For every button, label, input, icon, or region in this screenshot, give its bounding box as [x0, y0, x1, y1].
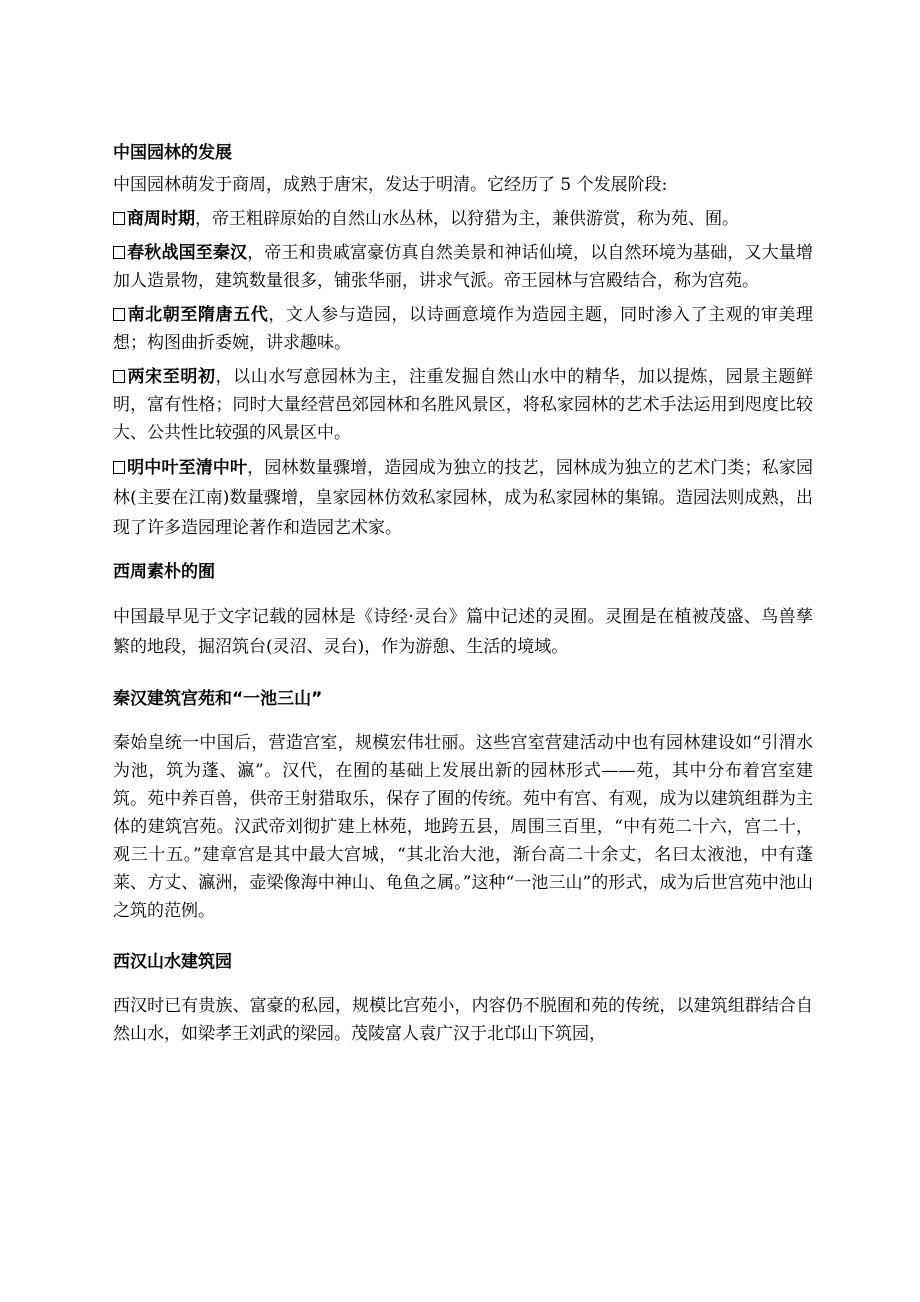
checkbox-bullet-icon — [113, 308, 125, 321]
stage-text: ，帝王粗辟原始的自然山水丛林，以狩猎为主，兼供游赏，称为苑、囿。 — [195, 209, 739, 229]
stage-item — [113, 363, 813, 447]
stage-term: 春秋战国至秦汉 — [127, 243, 248, 263]
xihan-body: 西汉时已有贵族、富豪的私园，规模比宫苑小，内容仍不脱囿和苑的传统，以建筑组群结合自然山水，如梁孝王刘武的梁园。茂陵富人袁广汉于北邙山下筑园， — [113, 996, 813, 1044]
development-intro: 中国园林萌发于商周，成熟于唐宋，发达于明清。它经历了 5 个发展阶段: — [113, 175, 668, 195]
stage-term: 南北朝至隋唐五代 — [127, 305, 269, 325]
checkbox-bullet-icon — [113, 246, 125, 259]
spacer — [113, 586, 813, 602]
stage-term: 两宋至明初 — [127, 367, 216, 387]
spacer — [113, 925, 813, 949]
section-heading-qinhan: 秦汉建筑宫苑和“一池三山” — [113, 689, 323, 709]
xizhou-body: 中国最早见于文字记载的园林是《诗经·灵台》篇中记述的灵囿。灵囿是在植被茂盛、鸟兽孳繁的地段，掘沼筑台(灵沼、灵台)，作为游憩、生活的境域。 — [113, 607, 813, 657]
checkbox-bullet-icon — [113, 370, 125, 383]
qinhan-body: 秦始皇统一中国后，营造宫室，规模宏伟壮丽。这些宫室营建活动中也有园林建设如“引渭水为池，筑为蓬、瀛”。汉代，在囿的基础上发展出新的园林形式——苑，其中分布着宫室建筑。苑中养百兽，供帝王射猎取乐，保存了囿的传统。苑中有宫、有观，成为以建筑组群为主体的建筑宫苑。汉武帝刘彻扩建上林苑，地跨五县，周围三百里，“中有苑二十六，宫二十，观三十五。”建章宫是其中最大宫城，“其北治大池，渐台高二十余丈，名曰太液池，中有蓬莱、方丈、瀛洲，壶梁像海中神山、龟鱼之属。”这种“一池三山”的形式，成为后世宫苑中池山之筑的范例。 — [113, 733, 813, 921]
stage-text: ，以山水写意园林为主，注重发掘自然山水中的精华，加以提炼，园景主题鲜明，富有性格；同时大量经营邑郊园林和名胜风景区，将私家园林的艺术手法运用到咫度比较大、公共性比较强的风景区中。 — [113, 367, 814, 443]
spacer — [113, 662, 813, 686]
spacer — [113, 713, 813, 729]
stage-text: ，园林数量骤增，造园成为独立的技艺，园林成为独立的艺术门类；私家园林(主要在江南)数量骤增，皇家园林仿效私家园林，成为私家园林的集锦。造园法则成熟，出现了许多造园理论著作和造园艺术家。 — [113, 458, 814, 538]
stage-item — [113, 453, 813, 543]
checkbox-bullet-icon — [113, 212, 125, 225]
section-heading-xizhou: 西周素朴的囿 — [113, 562, 215, 582]
stage-text: ，帝王和贵戚富豪仿真自然美景和神话仙境，以自然环境为基础，又大量增加人造景物，建筑数量很多，铺张华丽，讲求气派。帝王园林与宫殿结合，称为宫苑。 — [113, 243, 814, 291]
stage-term: 明中叶至清中叶 — [127, 458, 248, 478]
stage-item — [113, 301, 813, 357]
stage-text: ，文人参与造园，以诗画意境作为造园主题，同时渗入了主观的审美理想；构图曲折委婉，讲求趣味。 — [113, 305, 814, 353]
document-page — [113, 140, 813, 1048]
checkbox-bullet-icon — [113, 461, 125, 474]
section-heading-development: 中国园林的发展 — [113, 143, 232, 163]
spacer — [113, 543, 813, 559]
stage-term: 商周时期 — [127, 209, 195, 229]
stage-item — [113, 205, 813, 233]
section-heading-xihan: 西汉山水建筑园 — [113, 952, 232, 972]
stage-item — [113, 239, 813, 295]
spacer — [113, 976, 813, 992]
